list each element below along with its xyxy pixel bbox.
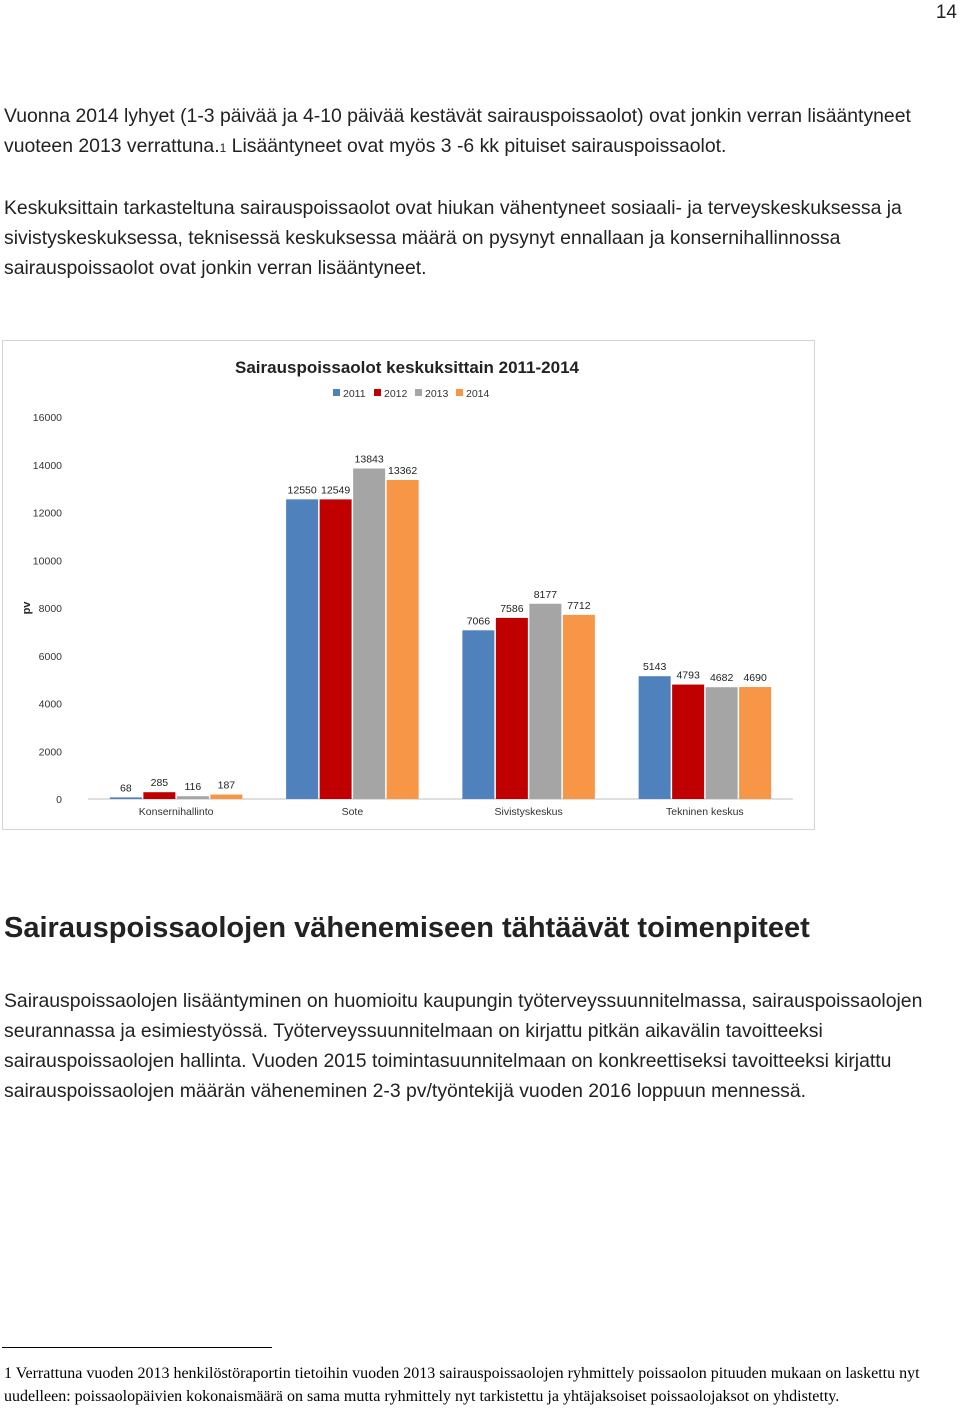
bar (210, 795, 242, 799)
paragraph-by-center: Keskuksittain tarkasteltuna sairauspoissaolot ovat hiukan vähentyneet sosiaali- ja terveyskeskuksessa ja sivistyskeskuksessa, teknisessä keskuksessa määrä on pysynyt ennallaan ja konsernihallinnossa sairauspoissaolot ovat jonkin verran lisääntyneet. (4, 197, 902, 279)
y-tick-label: 4000 (38, 698, 62, 711)
paragraph-text: Lisääntyneet ovat myös 3 -6 kk pituiset sairauspoissaolot. (226, 135, 727, 157)
x-tick-label: Sivistyskeskus (494, 806, 563, 818)
bar (739, 687, 771, 799)
y-tick-label: 0 (56, 794, 62, 806)
y-tick-label: 2000 (38, 746, 62, 759)
bar (706, 687, 738, 799)
bar (353, 468, 385, 799)
paragraph-text: Vuonna 2014 lyhyet (1-3 päivää ja 4-10 päivää kestävät sairauspoissaolot) ovat jonkin verran lisääntyneet vuoteen 2013 verrattuna. (4, 105, 911, 157)
x-tick-label: Konsernihallinto (138, 806, 214, 818)
footnote: 1 Verrattuna vuoden 2013 henkilöstöraportin tietoihin vuoden 2013 sairauspoissaolojen ryhmittely poissaolon pituuden mukaan on laskettu nyt uudelleen: poissaolopäivien kokonaismäärä on sama mutta ryhmittely nyt tarkistettu ja yhtäjaksoiset poissaolojaksot on yhdistetty. (4, 1365, 920, 1405)
y-tick-label: 10000 (32, 555, 62, 568)
chart-bars (110, 453, 771, 799)
x-tick-label: Tekninen keskus (666, 806, 744, 818)
bar (110, 797, 142, 799)
bar (462, 630, 494, 799)
x-axis (139, 806, 744, 818)
bar (529, 604, 561, 799)
data-label: 12549 (321, 484, 351, 497)
data-label: 7066 (466, 615, 491, 628)
legend-swatch (456, 389, 463, 396)
data-label: 285 (150, 777, 169, 790)
footnote-reference[interactable]: 1 (219, 141, 227, 155)
y-axis-label: pv (21, 601, 33, 615)
bar (387, 480, 419, 799)
y-tick-label: 14000 (32, 459, 62, 472)
legend-swatch (333, 389, 340, 396)
bar-chart (2, 340, 815, 830)
data-label: 13362 (388, 464, 418, 477)
data-label: 7712 (567, 599, 591, 612)
section-body: Sairauspoissaolojen lisääntyminen on huomioitu kaupungin työterveyssuunnitelmassa, sairauspoissaolojen seurannassa ja esimiestyössä. Työterveyssuunnitelmaan on kirjattu pitkän aikavälin tavoitteeksi sairauspoissaolojen hallinta. Vuoden 2015 toimintasuunnitelmaan on konkreettiseksi tavoitteeksi kirjattu sairauspoissaolojen määrän väheneminen 2-3 pv/työntekijä vuoden 2016 loppuun mennessä. (4, 990, 923, 1102)
chart-svg (3, 341, 814, 829)
y-tick-label: 16000 (32, 412, 62, 424)
y-tick-label: 6000 (38, 650, 62, 663)
bar (672, 685, 704, 799)
data-label: 116 (184, 781, 202, 794)
chart-title: Sairauspoissaolot keskuksittain 2011-2014 (235, 358, 579, 377)
data-label: 68 (120, 782, 132, 795)
bar (563, 615, 595, 799)
data-label: 7586 (500, 602, 524, 615)
data-label: 5143 (642, 661, 667, 674)
legend-label: 2013 (425, 388, 449, 400)
footnote-divider (2, 1347, 272, 1348)
bar (639, 676, 671, 799)
legend-swatch (374, 389, 381, 396)
data-label: 4690 (743, 672, 767, 685)
legend-label: 2014 (466, 388, 490, 400)
data-label: 4793 (676, 669, 700, 682)
legend-swatch (415, 389, 422, 396)
chart-legend (333, 388, 490, 400)
bar (177, 796, 209, 799)
bar (496, 618, 528, 799)
data-label: 8177 (533, 588, 558, 601)
y-tick-label: 8000 (38, 603, 62, 615)
data-label: 12550 (287, 484, 317, 497)
paragraph-short-absences (4, 101, 960, 163)
data-label: 13843 (354, 453, 384, 466)
bar (143, 792, 175, 799)
y-tick-label: 12000 (32, 507, 62, 520)
legend-label: 2012 (384, 388, 408, 400)
legend-label: 2011 (343, 388, 366, 400)
bar (286, 499, 318, 799)
page-number: 14 (935, 2, 957, 23)
section-heading: Sairauspoissaolojen vähenemiseen tähtäävät toimenpiteet (4, 912, 810, 944)
data-label: 4682 (709, 672, 734, 685)
x-tick-label: Sote (341, 806, 364, 818)
data-label: 187 (217, 779, 236, 792)
bar (320, 499, 352, 799)
